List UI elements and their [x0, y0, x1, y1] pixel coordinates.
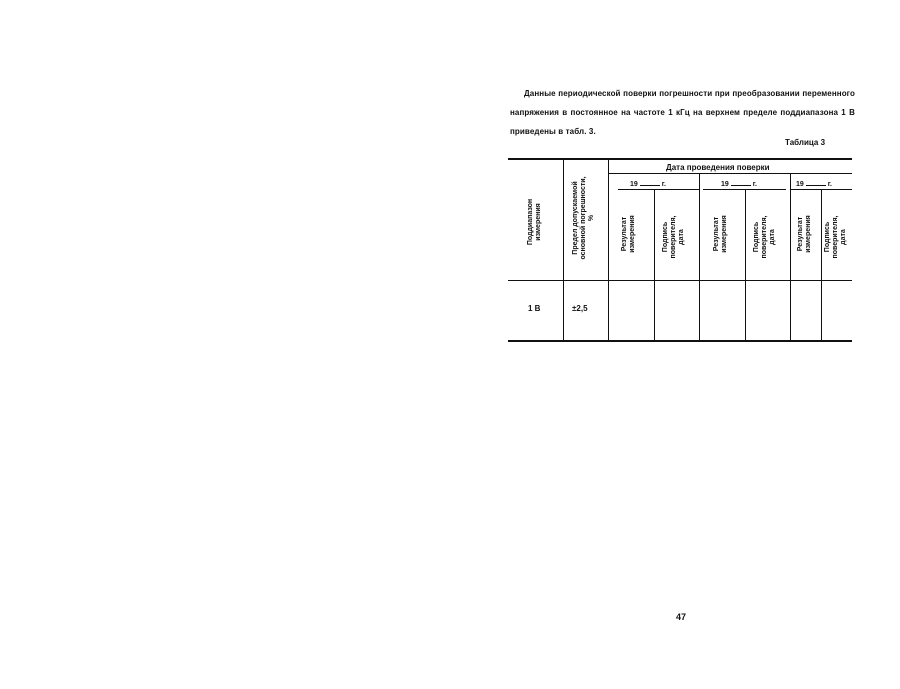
verification-table: [508, 158, 852, 343]
page-number: 47: [676, 612, 687, 622]
header-signature-2: Подпись поверителя, дата: [753, 215, 776, 259]
header-result-1: Результат измерения: [621, 215, 636, 253]
col-divider-4: [699, 174, 700, 340]
cell-subrange: 1 В: [528, 304, 541, 313]
year-cell-2: 19 г.: [721, 181, 757, 188]
col-divider-5: [745, 190, 746, 340]
year-divider-1: [618, 189, 700, 190]
cell-error-limit: ±2,5: [572, 304, 588, 313]
header-signature-1: Подпись поверителя, дата: [662, 215, 685, 259]
col-divider-7: [821, 190, 822, 340]
col-divider-6: [790, 174, 791, 340]
header-signature-3: Подпись поверителя, дата: [824, 215, 847, 259]
table-top-border: [508, 158, 852, 160]
col-divider-1: [563, 160, 564, 340]
date-header: Дата проведения поверки: [666, 163, 770, 172]
header-result-2: Результат измерения: [713, 215, 728, 253]
header-subrange: Поддиапазон измерения: [527, 198, 542, 246]
col-divider-3: [654, 190, 655, 340]
header-result-3: Результат измерения: [797, 215, 812, 253]
header-error-limit: Предел допускаемой основной погрешности, %: [572, 176, 595, 260]
year-cell-1: 19 г.: [630, 181, 666, 188]
year-cell-3: 19 г.: [796, 181, 832, 188]
date-header-divider: [608, 173, 852, 174]
intro-paragraph: Данные периодической поверки погрешности при преобразовании переменного напряжения в постоянное на частоте 1 кГц на верхнем пределе поддиапазона 1 В приведены в табл. 3.: [510, 89, 855, 136]
header-bottom-border: [508, 280, 852, 281]
table-bottom-border: [508, 340, 852, 342]
table-label: Таблица 3: [785, 138, 826, 147]
col-divider-2: [608, 160, 609, 340]
